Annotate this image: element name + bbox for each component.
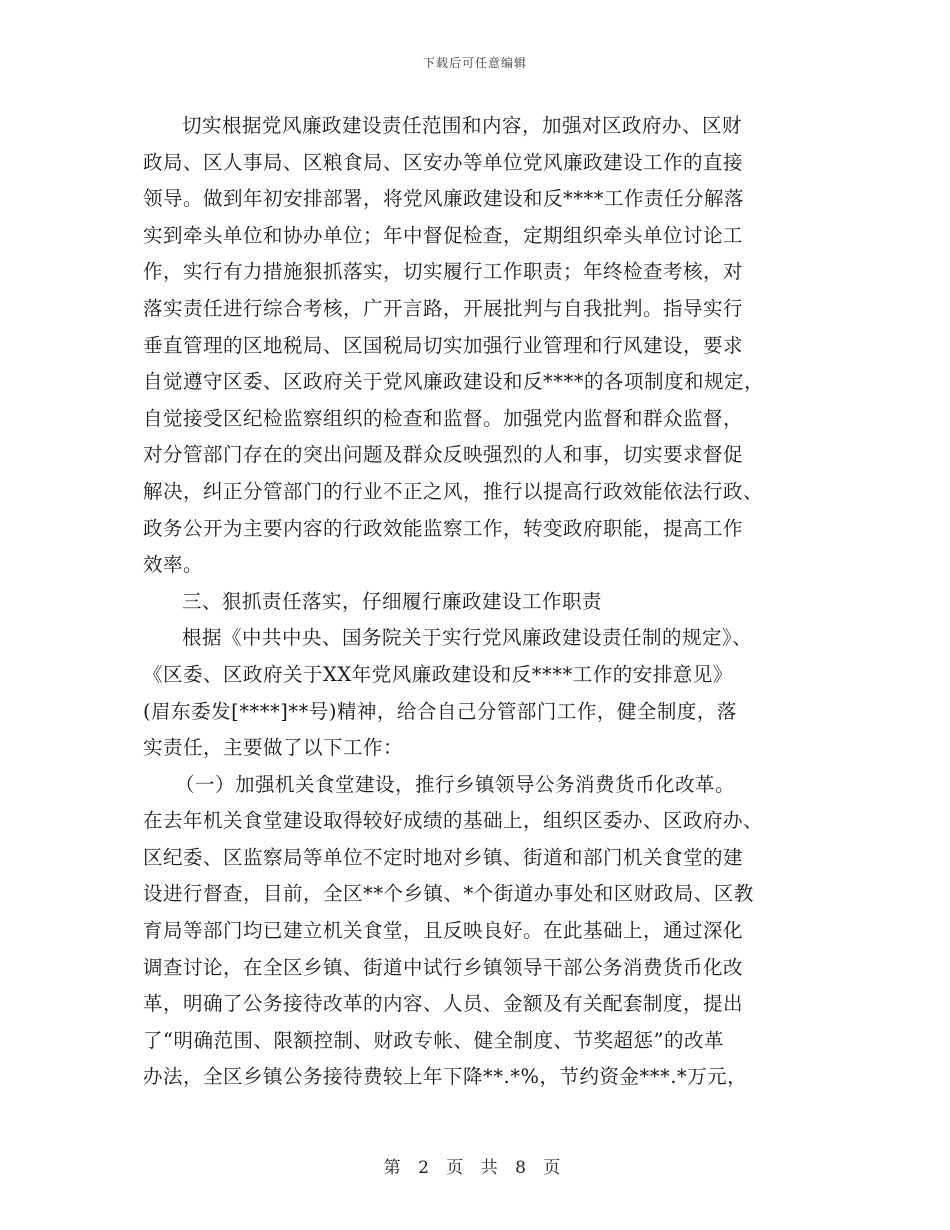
- page-number-footer: 第 2 页 共 8 页: [383, 1158, 567, 1178]
- text-line: 作，实行有力措施狠抓落实，切实履行工作职责；年终检查考核，对: [143, 260, 744, 284]
- text-line: 对分管部门存在的突出问题及群众反映强烈的人和事，切实要求督促: [143, 443, 744, 467]
- text-line: 区纪委、区监察局等单位不定时地对乡镇、街道和部门机关食堂的建: [143, 845, 744, 869]
- text-line: 政局、区人事局、区粮食局、区安办等单位党风廉政建设工作的直接: [143, 150, 744, 174]
- text-line: 解决，纠正分管部门的行业不正之风，推行以提高行政效能依法行政、: [143, 479, 764, 503]
- text-line: 效率。: [143, 553, 204, 577]
- text-line: 《区委、区政府关于XX年党风廉政建设和反****工作的安排意见》: [143, 662, 733, 686]
- text-line: 自觉遵守区委、区政府关于党风廉政建设和反****的各项制度和规定，: [143, 370, 765, 394]
- text-line: 办法，全区乡镇公务接待费较上年下降**.*%，节约资金***.*万元，: [143, 1065, 748, 1089]
- text-line: 领导。做到年初安排部署，将党风廉政建设和反****工作责任分解落: [143, 187, 745, 211]
- text-line: 实到牵头单位和协办单位；年中督促检查，定期组织牵头单位讨论工: [143, 223, 744, 247]
- body-text: [143, 108, 803, 1096]
- text-line: 革，明确了公务接待改革的内容、人员、金额及有关配套制度，提出: [143, 992, 744, 1016]
- text-line: 落实责任进行综合考核，广开言路，开展批判与自我批判。指导实行: [143, 296, 744, 320]
- text-line: 垂直管理的区地税局、区国税局切实加强行业管理和行风建设，要求: [143, 333, 744, 357]
- text-line: 根据《中共中央、国务院关于实行党风廉政建设责任制的规定》、: [182, 626, 753, 650]
- section-heading: 三、狠抓责任落实，仔细履行廉政建设工作职责: [182, 589, 603, 613]
- text-line: 设进行督查，目前，全区**个乡镇、*个街道办事处和区财政局、区教: [143, 882, 754, 906]
- subsection-heading: （一）加强机关食堂建设，推行乡镇领导公务消费货币化改革。: [175, 772, 736, 796]
- text-line: 政务公开为主要内容的行政效能监察工作，转变政府职能，提高工作: [143, 516, 744, 540]
- text-line: 自觉接受区纪检监察组织的检查和监督。加强党内监督和群众监督，: [143, 406, 744, 430]
- text-line: 切实根据党风廉政建设责任范围和内容，加强对区政府办、区财: [182, 114, 743, 137]
- page-header: 下载后可任意编辑: [422, 56, 527, 70]
- text-line: (眉东委发[****]**号)精神，给合自己分管部门工作，健全制度，落: [143, 699, 737, 723]
- text-line: 调查讨论，在全区乡镇、街道中试行乡镇领导干部公务消费货币化改: [143, 955, 744, 979]
- text-line: 育局等部门均已建立机关食堂，且反映良好。在此基础上，通过深化: [143, 919, 744, 943]
- text-line: 在去年机关食堂建设取得较好成绩的基础上，组织区委办、区政府办、: [143, 809, 764, 833]
- text-line: 了“明确范围、限额控制、财政专帐、健全制度、节奖超惩”的改革: [143, 1028, 724, 1052]
- text-line: 实责任，主要做了以下工作：: [143, 736, 404, 760]
